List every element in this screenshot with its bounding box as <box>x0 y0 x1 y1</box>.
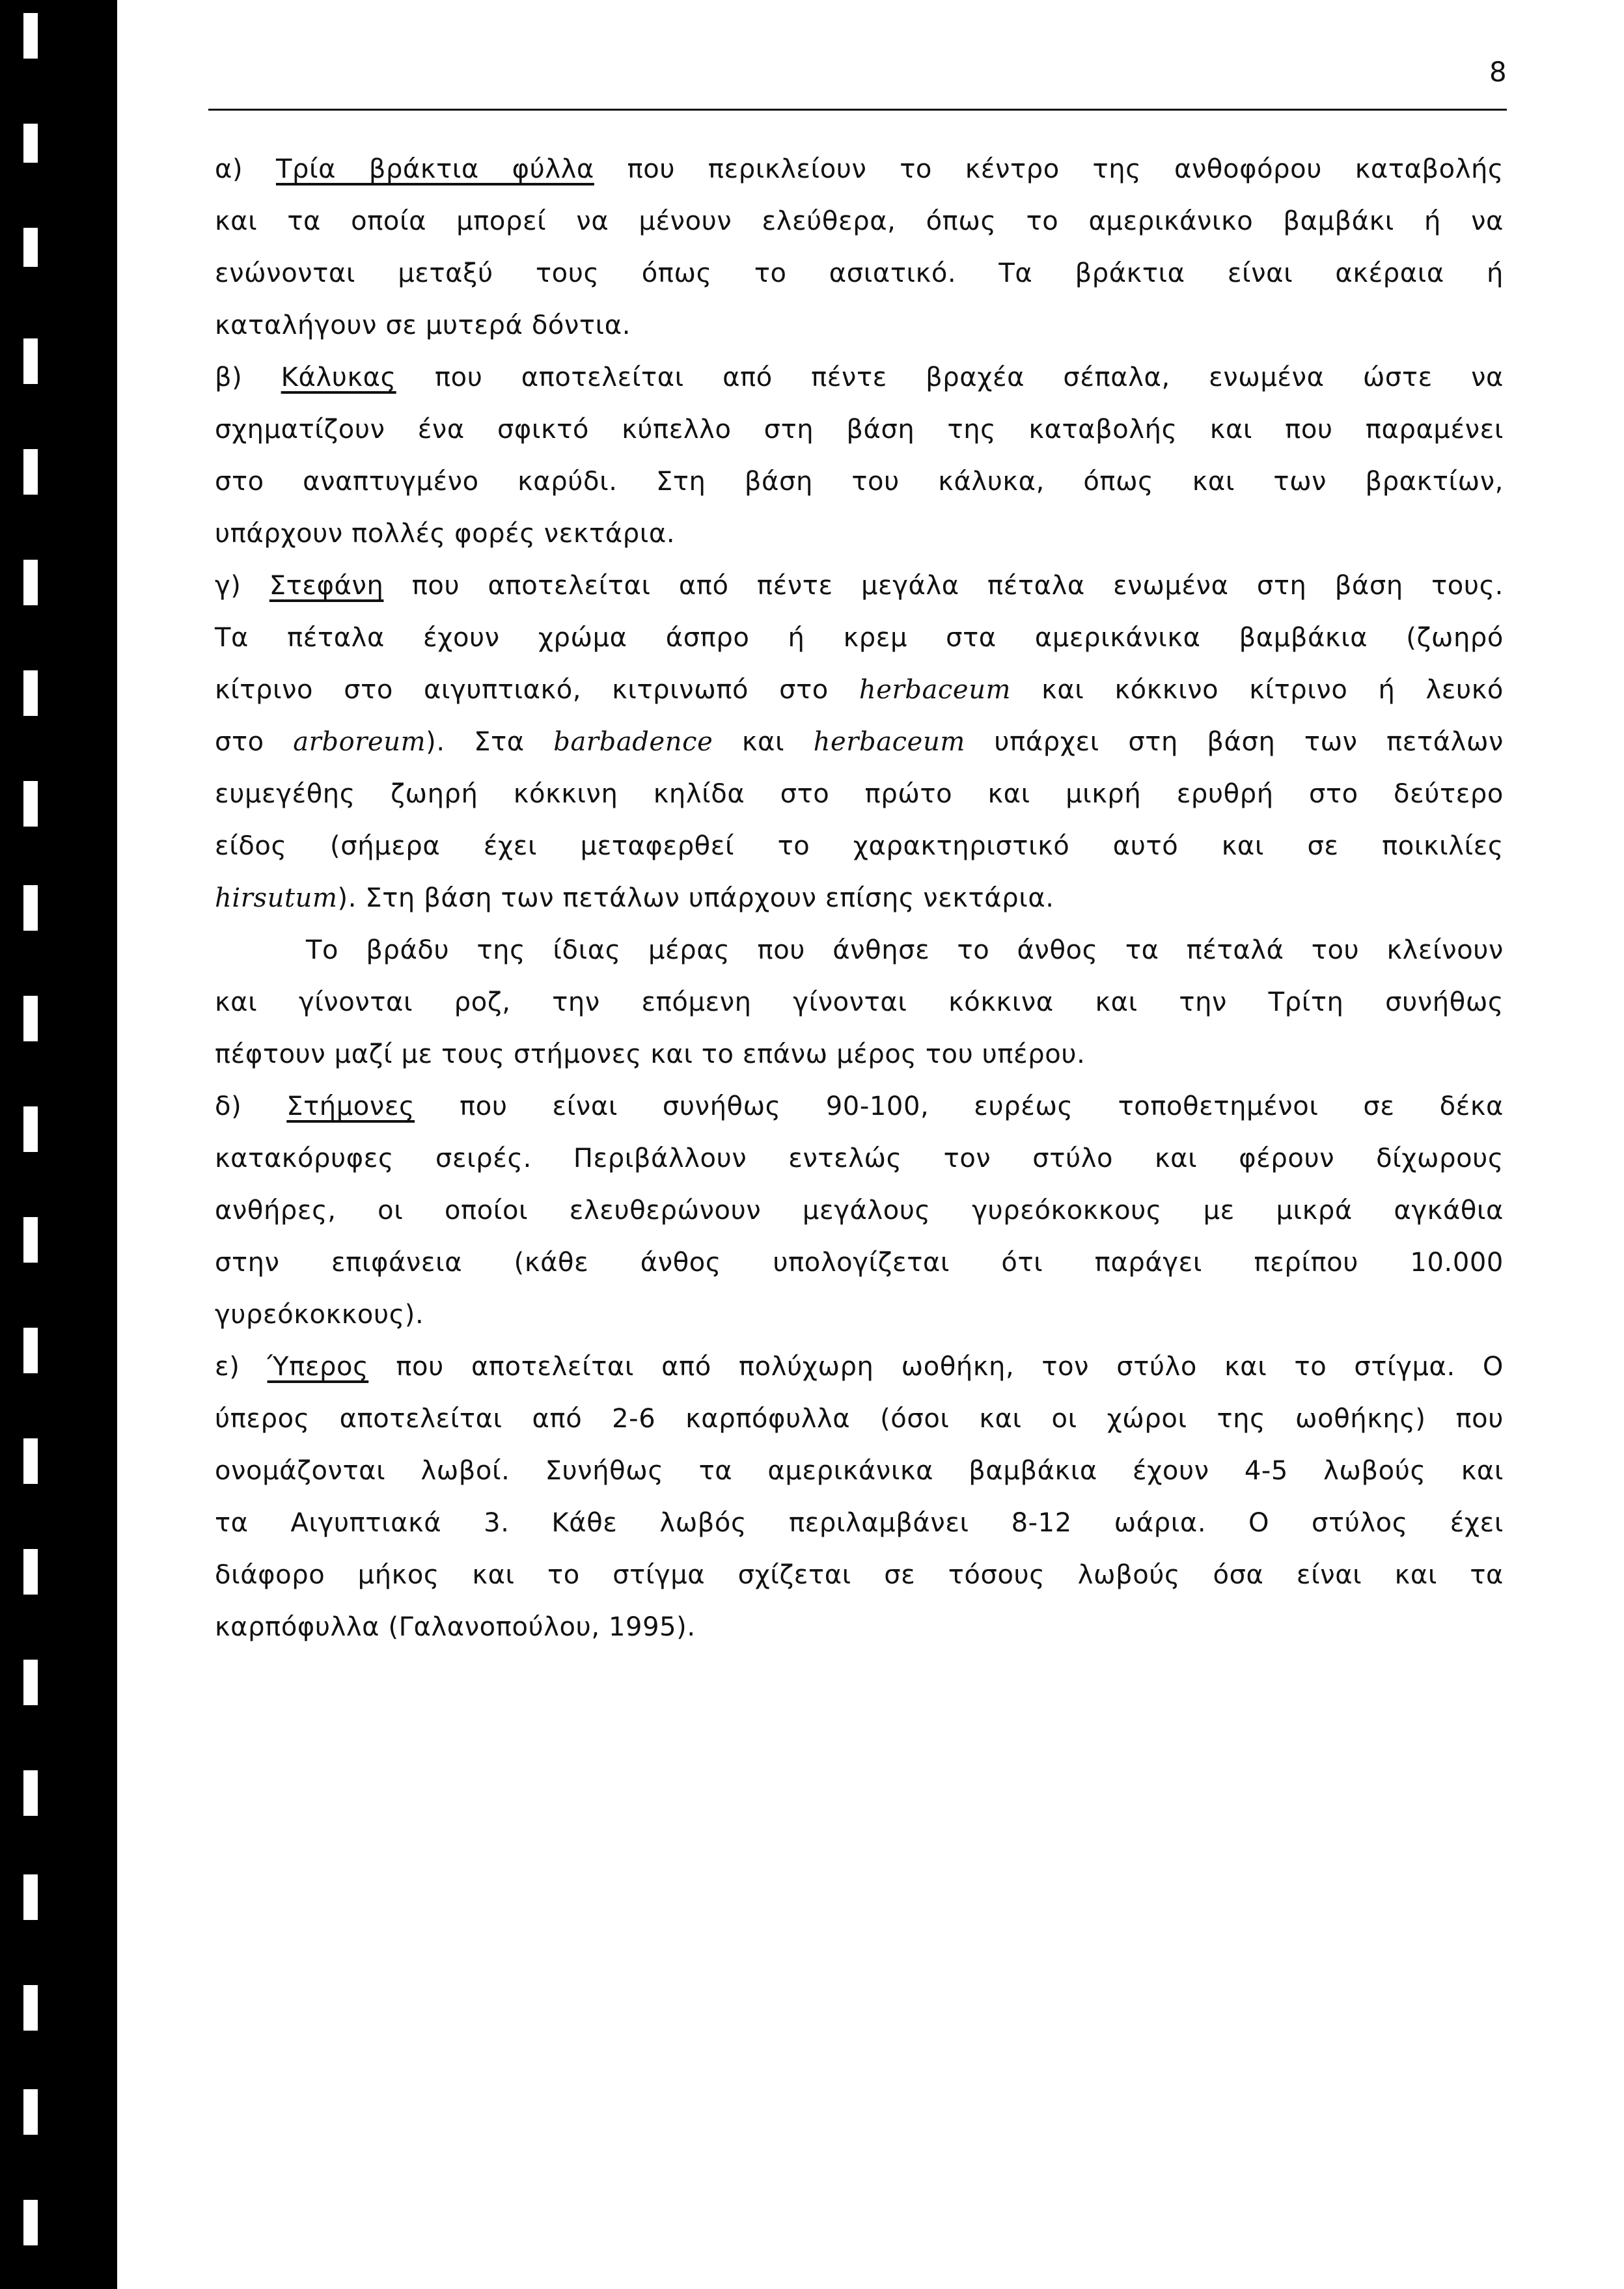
text-line <box>215 351 1504 404</box>
text-run: ). Στη βάση των πετάλων υπάρχουν επίσης νεκτάρια. <box>337 883 1054 913</box>
section-term: Στήμονες <box>286 1091 415 1121</box>
text-line <box>215 612 1504 664</box>
binder-hole <box>23 1770 38 1816</box>
text-run: ανθήρες, οι οποίοι ελευθερώνουν μεγάλους γυρεόκοκκους με μικρά αγκάθια <box>215 1196 1504 1226</box>
text-run: υπάρχουν πολλές φορές νεκτάρια. <box>215 519 676 549</box>
text-run: β) <box>215 363 281 392</box>
text-run: που αποτελείται από πέντε μεγάλα πέταλα ενωμένα στη βάση τους. <box>383 571 1504 601</box>
species-name: barbadence <box>553 727 713 757</box>
document-page <box>117 0 1624 2289</box>
binder-hole <box>23 781 38 827</box>
binder-hole <box>23 885 38 931</box>
section-term: Κάλυκας <box>281 363 396 392</box>
text-line <box>215 143 1504 195</box>
text-run: που είναι συνήθως 90-100, ευρέως τοποθετημένοι σε δέκα <box>415 1091 1504 1121</box>
text-line <box>215 1549 1504 1601</box>
text-run: υπάρχει στη βάση των πετάλων <box>965 727 1504 757</box>
binder-hole <box>23 228 38 267</box>
text-run: ύπερος αποτελείται από 2-6 καρπόφυλλα (όσοι και οι χώροι της ωοθήκης) που <box>215 1404 1504 1434</box>
text-line <box>215 195 1504 247</box>
text-line <box>215 820 1504 872</box>
text-run: στο <box>215 727 294 757</box>
text-run: ονομάζονται λωβοί. Συνήθως τα αμερικάνικα βαμβάκια έχουν 4-5 λωβούς και <box>215 1456 1504 1486</box>
text-run: διάφορο μήκος και το στίγμα σχίζεται σε τόσους λωβούς όσα είναι και τα <box>215 1560 1504 1590</box>
species-name: herbaceum <box>813 727 965 757</box>
text-line <box>215 1289 1504 1341</box>
text-run: πέφτουν μαζί με τους στήμονες και το επάνω μέρος του υπέρου. <box>215 1039 1086 1069</box>
text-line <box>215 1080 1504 1132</box>
text-run: δ) <box>215 1091 287 1121</box>
text-run: που περικλείουν το κέντρο της ανθοφόρου καταβολής <box>594 154 1504 184</box>
binder-hole <box>23 1217 38 1263</box>
text-line <box>215 976 1504 1028</box>
binder-hole <box>23 449 38 495</box>
text-line <box>215 1445 1504 1497</box>
section-term: Στεφάνη <box>269 571 384 601</box>
text-run: ευμεγέθης ζωηρή κόκκινη κηλίδα στο πρώτο και μικρή ερυθρή στο δεύτερο <box>215 779 1504 809</box>
binder-hole <box>23 2089 38 2135</box>
binder-hole <box>23 2200 38 2245</box>
text-line <box>215 924 1504 976</box>
text-run: ενώνονται μεταξύ τους όπως το ασιατικό. Τα βράκτια είναι ακέραια ή <box>215 258 1504 288</box>
binder-hole <box>23 1985 38 2031</box>
text-run: ). Στα <box>426 727 554 757</box>
text-line <box>215 1185 1504 1237</box>
binder-hole <box>23 560 38 605</box>
text-line <box>215 664 1504 716</box>
binder-hole <box>23 1660 38 1705</box>
text-run: και <box>713 727 814 757</box>
text-line <box>215 299 1504 351</box>
text-run: γυρεόκοκκους). <box>215 1300 424 1330</box>
page-number: 8 <box>1489 56 1507 88</box>
binder-hole <box>23 1874 38 1920</box>
text-run: Τα πέταλα έχουν χρώμα άσπρο ή κρεμ στα αμερικάνικα βαμβάκια (ζωηρό <box>215 623 1504 653</box>
species-name: herbaceum <box>859 675 1012 705</box>
text-line <box>215 1028 1504 1080</box>
text-line <box>215 1237 1504 1289</box>
text-line <box>215 456 1504 508</box>
binder-hole <box>23 670 38 716</box>
text-run: και τα οποία μπορεί να μένουν ελεύθερα, όπως το αμερικάνικο βαμβάκι ή να <box>215 206 1504 236</box>
text-line <box>215 1601 1504 1653</box>
text-run: α) <box>215 154 276 184</box>
section-term: Τρία βράκτια φύλλα <box>275 154 594 184</box>
text-line <box>215 768 1504 820</box>
text-run: και κόκκινο κίτρινο ή λευκό <box>1011 675 1504 705</box>
text-run: Το βράδυ της ίδιας μέρας που άνθησε το άνθος τα πέταλά του κλείνουν <box>306 935 1504 965</box>
text-run: σχηματίζουν ένα σφικτό κύπελλο στη βάση της καταβολής και που παραμένει <box>215 415 1504 445</box>
text-run: γ) <box>215 571 269 601</box>
text-line <box>215 1497 1504 1549</box>
text-run: στο αναπτυγμένο καρύδι. Στη βάση του κάλυκα, όπως και των βρακτίων, <box>215 467 1504 497</box>
text-run: που αποτελείται από πολύχωρη ωοθήκη, τον στύλο και το στίγμα. Ο <box>368 1352 1504 1382</box>
text-line <box>215 1341 1504 1393</box>
binder-hole <box>23 1328 38 1373</box>
header-rule <box>208 109 1507 111</box>
body-text <box>215 143 1504 1653</box>
binder-hole <box>23 1549 38 1595</box>
text-line <box>215 508 1504 560</box>
text-run: και γίνονται ροζ, την επόμενη γίνονται κόκκινα και την Τρίτη συνήθως <box>215 987 1504 1017</box>
text-line <box>215 560 1504 612</box>
text-run: κατακόρυφες σειρές. Περιβάλλουν εντελώς τον στύλο και φέρουν δίχωρους <box>215 1144 1504 1173</box>
text-run: ε) <box>215 1352 268 1382</box>
section-term: Ύπερος <box>267 1352 369 1382</box>
text-run: καρπόφυλλα (Γαλανοπούλου, 1995). <box>215 1612 696 1642</box>
text-line <box>215 1132 1504 1185</box>
text-line <box>215 716 1504 768</box>
text-line <box>215 872 1504 924</box>
binder-hole <box>23 13 38 59</box>
text-run: τα Αιγυπτιακά 3. Κάθε λωβός περιλαμβάνει 8-12 ωάρια. Ο στύλος έχει <box>215 1508 1504 1538</box>
text-line <box>215 1393 1504 1445</box>
text-run: στην επιφάνεια (κάθε άνθος υπολογίζεται ότι παράγει περίπου 10.000 <box>215 1248 1504 1278</box>
binder-hole <box>23 1106 38 1152</box>
text-run: που αποτελείται από πέντε βραχέα σέπαλα, ενωμένα ώστε να <box>396 363 1504 392</box>
text-run: είδος (σήμερα έχει μεταφερθεί το χαρακτηριστικό αυτό και σε ποικιλίες <box>215 831 1504 861</box>
text-line <box>215 247 1504 299</box>
binder-hole <box>23 996 38 1041</box>
text-line <box>215 404 1504 456</box>
binder-hole <box>23 338 38 384</box>
binder-hole <box>23 124 38 163</box>
species-name: hirsutum <box>215 883 338 913</box>
text-run: καταλήγουν σε μυτερά δόντια. <box>215 310 631 340</box>
binder-hole <box>23 1438 38 1484</box>
species-name: arboreum <box>293 727 426 757</box>
text-run: κίτρινο στο αιγυπτιακό, κιτρινωπό στο <box>215 675 859 705</box>
